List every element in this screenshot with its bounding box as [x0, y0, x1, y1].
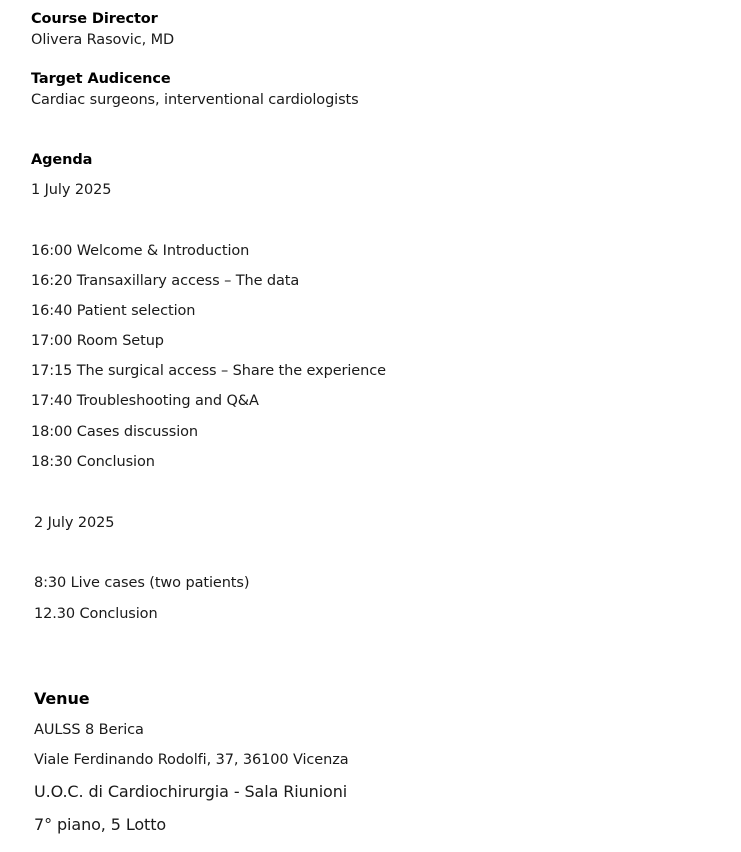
course-director-name: Olivera Rasovic, MD	[31, 32, 175, 48]
agenda-day1-date: 1 July 2025	[31, 182, 112, 198]
agenda-item: 18:30 Conclusion	[31, 454, 155, 470]
venue-line: U.O.C. di Cardiochirurgia - Sala Riunioni	[34, 782, 348, 801]
venue-heading: Venue	[34, 689, 90, 708]
venue-line: AULSS 8 Berica	[34, 722, 144, 738]
venue-line: Viale Ferdinando Rodolfi, 37, 36100 Vicenza	[34, 752, 349, 768]
agenda-item: 16:40 Patient selection	[31, 303, 196, 319]
agenda-item: 8:30 Live cases (two patients)	[34, 575, 250, 591]
venue-line: 7° piano, 5 Lotto	[34, 815, 167, 834]
agenda-item: 17:15 The surgical access – Share the experience	[31, 363, 386, 379]
target-audience-text: Cardiac surgeons, interventional cardiologists	[31, 92, 359, 108]
agenda-heading: Agenda	[31, 152, 93, 168]
agenda-item: 16:20 Transaxillary access – The data	[31, 273, 300, 289]
agenda-day2-date: 2 July 2025	[34, 515, 115, 531]
target-audience-heading: Target Audicence	[31, 71, 171, 87]
agenda-item: 16:00 Welcome & Introduction	[31, 243, 250, 259]
agenda-item: 12.30 Conclusion	[34, 606, 158, 622]
agenda-item: 17:40 Troubleshooting and Q&A	[31, 393, 259, 409]
agenda-item: 17:00 Room Setup	[31, 333, 164, 349]
agenda-item: 18:00 Cases discussion	[31, 424, 198, 440]
course-director-heading: Course Director	[31, 11, 158, 27]
